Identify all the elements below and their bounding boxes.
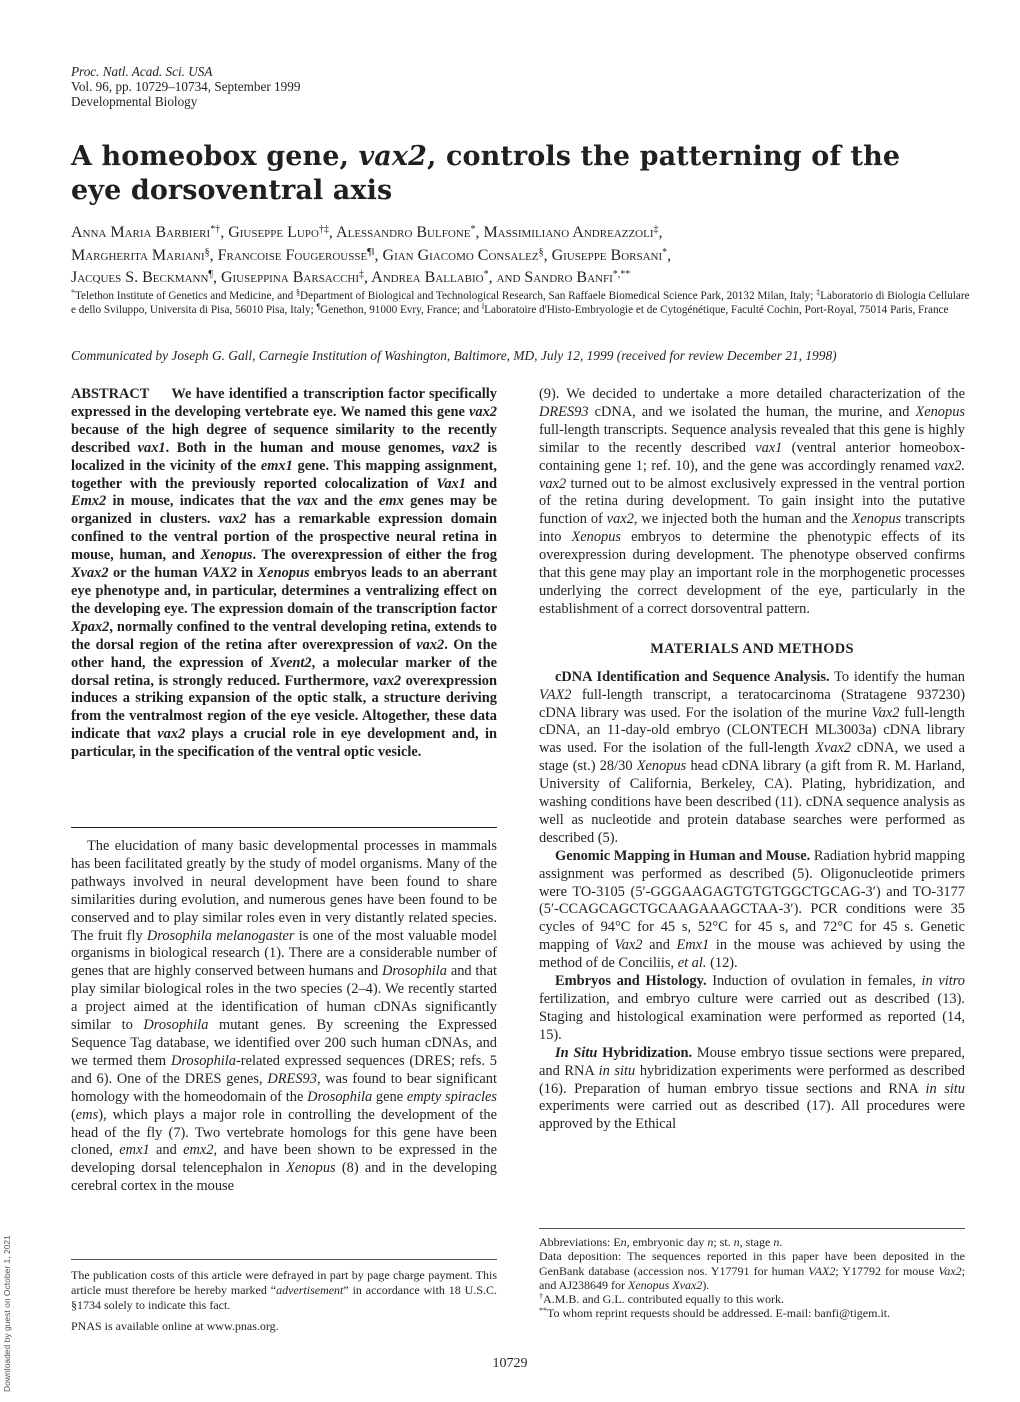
author-affiliation-marks: § — [538, 246, 544, 258]
author-affiliation-marks: ¶ — [208, 269, 213, 280]
abstract-divider — [71, 827, 497, 828]
page-number: 10729 — [492, 1356, 528, 1371]
author-affiliation-marks: *† — [210, 224, 221, 235]
download-watermark: Downloaded by guest on October 1, 2021 — [2, 1235, 12, 1392]
publication-cost-note: The publication costs of this article were defrayed in part by page charge payment. This article must therefore be hereby marked “advertisement” in accordance with 18 U.S.C. §1734 solely to indicate this fact. — [71, 1268, 497, 1312]
introduction — [71, 838, 497, 1196]
intro-continued: (9). We decided to undertake a more detailed characterization of the DRES93 cDNA, and we isolated the human, the murine, and Xenopus full-length transcripts. Sequence analysis revealed that this gene is highly similar to the recently described vax1 (ventral anterior homeobox-containing gene 1; ref. 10), and the gene was accordingly renamed vax2. vax2 turned out to be almost exclusively expressed in the ventral portion of the retina during development. To gain insight into the putative function of vax2, we injected both the human and the Xenopus transcripts into Xenopus embryos to determine the phenotypic effects of its overexpression during development. The phenotype observed confirms that this gene may play an important role in the morphogenetic processes underlying the correct development of the eye, particularly in the establishment of a correct dorsoventral pattern. — [539, 386, 965, 617]
journal-volume: Vol. 96, pp. 10729–10734, September 1999 — [71, 79, 301, 94]
author-name: Alessandro Bulfone — [336, 224, 471, 241]
author-name: Giuseppina Barsacchi — [220, 269, 360, 286]
author-name: Giuseppe Lupo — [228, 224, 319, 241]
right-column — [539, 386, 965, 1134]
abstract: ABSTRACT We have identified a transcription factor specifically expressed in the developing vertebrate eye. We named this gene vax2 because of the high degree of sequence similarity to the recently described vax1. Both in the human and mouse genomes, vax2 is localized in the vicinity of the emx1 gene. This mapping assignment, together with the previously reported colocalization of Vax1 and Emx2 in mouse, indicates that the vax and the emx genes may be organized in clusters. vax2 has a remarkable expression domain confined to the ventral portion of the prospective neural retina in mouse, human, and Xenopus. The overexpression of either the frog Xvax2 or the human VAX2 in Xenopus embryos leads to an aberrant eye phenotype and, in particular, determines a ventralizing effect on the developing eye. The expression domain of the transcription factor Xpax2, normally confined to the ventral developing retina, extends to the dorsal region of the retina after overexpression of vax2. On the other hand, the expression of Xvent2, a molecular marker of the dorsal retina, is strongly reduced. Furthermore, vax2 overexpression induces a striking expansion of the optic stalk, a structure deriving from the ventralmost region of the eye vesicle. Altogether, these data indicate that vax2 plays a crucial role in eye development and, in particular, in the specification of the ventral optic vesicle. — [71, 386, 498, 761]
affiliations: *Telethon Institute of Genetics and Medicine, and §Department of Biological and Technological Research, San Raffaele Biomedical Science Park, 20132 Milan, Italy; ‡Laboratorio di Biologia Cellulare e dello Sviluppo, Universita di Pisa, 56010 Pisa, Italy; ¶Genethon, 91000 Evry, France; and ‖Laboratoire d'Histo-Embryologie et de Cytogénétique, Faculté Cochin, Port-Royal, 75014 Paris, France — [71, 288, 970, 317]
journal-section: Developmental Biology — [71, 94, 198, 109]
author-name: Gian Giacomo Consalez — [382, 246, 539, 264]
intro-paragraph: The elucidation of many basic developmental processes in mammals has been facilitated greatly by the study of model organisms. Many of the pathways involved in neural development have been found to share similarities during evolution, and numerous genes have been found to be conserved and to play similar roles even in very distantly related species. The fruit fly Drosophila melanogaster is one of the most valuable model organisms in biological research (1). There are a considerable number of genes that are highly conserved between humans and Drosophila and that play similar biological roles in the two species (2–4). We recently started a project aimed at the identification of human cDNAs significantly similar to Drosophila mutant genes. By screening the Expressed Sequence Tag database, we identified over 200 such human cDNAs, and we termed them Drosophila-related expressed sequences (DRES; refs. 5 and 6). One of the DRES genes, DRES93, was found to bear significant homology with the homeodomain of the Drosophila gene empty spiracles (ems), which plays a major role in controlling the development of the head of the fly (7). Two vertebrate homologs for this gene have been cloned, emx1 and emx2, and have been shown to be expressed in the developing dorsal telencephalon in Xenopus (8) and in the developing cerebral cortex in the mouse — [71, 838, 498, 1195]
author-affiliation-marks: ‡ — [359, 269, 365, 280]
author-affiliation-marks: †‡ — [318, 224, 329, 235]
paper-title: A homeobox gene, vax2, controls the patterning of the eye dorsoventral axis — [71, 141, 901, 206]
footnote-divider-right — [539, 1228, 965, 1229]
author-name: Andrea Ballabio — [371, 269, 484, 286]
section-heading-methods: MATERIALS AND METHODS — [650, 640, 854, 657]
author-affiliation-marks: ¶‖ — [367, 246, 375, 258]
equal-contribution-note: †A.M.B. and G.L. contributed equally to this work. — [539, 1292, 784, 1307]
author-affiliation-marks: § — [204, 246, 210, 258]
abstract-label: ABSTRACT — [71, 386, 150, 402]
journal-name: Proc. Natl. Acad. Sci. USA — [71, 64, 213, 79]
title-gene: vax2 — [358, 141, 427, 172]
author-name: Anna Maria Barbieri — [71, 224, 211, 241]
footnotes-right — [539, 1235, 965, 1321]
author-list: Anna Maria Barbieri*†, Giuseppe Lupo†‡, Alessandro Bulfone*, Massimiliano Andreazzoli‡, Margherita Mariani§, Francoise Fougerousse¶‖, Gian Giacomo Consalez§, Giuseppe Borsani*, Jacques S. Beckmann¶, Giuseppina Barsacchi‡, Andrea Ballabio*, and Sandro Banfi*,** — [71, 224, 672, 286]
author-name: Francoise Fougerousse — [217, 246, 368, 264]
methods-embryos: Embryos and Histology. Induction of ovulation in females, in vitro fertilization, and embryo culture were carried out as described (13). Staging and histological examination were performed as reported (14, 15). — [539, 973, 965, 1043]
reprint-note: **To whom reprint requests should be addressed. E-mail: banfi@tigem.it. — [539, 1306, 891, 1321]
author-name: Giuseppe Borsani — [551, 246, 663, 264]
online-note: PNAS is available online at www.pnas.org. — [71, 1319, 279, 1333]
author-name: Jacques S. Beckmann — [71, 269, 209, 286]
left-column — [71, 386, 497, 762]
author-affiliation-marks: * — [662, 246, 668, 258]
abbreviations-note: Abbreviations: En, embryonic day n; st. n, stage n. — [539, 1235, 783, 1249]
journal-header — [71, 64, 300, 109]
data-deposition-note: Data deposition: The sequences reported in this paper have been deposited in the GenBank database (accession nos. Y17791 for human VAX2; Y17792 for mouse Vax2; and AJ238649 for Xenopus Xvax2). — [539, 1249, 965, 1292]
author-name: Sandro Banfi — [524, 269, 613, 286]
author-name: Margherita Mariani — [71, 246, 205, 264]
footnote-divider-left — [71, 1259, 497, 1260]
author-affiliation-marks: *,** — [612, 269, 631, 280]
footnotes-left — [71, 1268, 497, 1334]
author-affiliation-marks: * — [483, 269, 489, 280]
methods-insitu: In Situ Hybridization. Mouse embryo tissue sections were prepared, and RNA in situ hybridization experiments were performed as described (16). Preparation of human embryo tissue sections and RNA in situ experiments were carried out as described (17). All procedures were approved by the Ethical — [539, 1044, 966, 1133]
author-name: Massimiliano Andreazzoli — [483, 224, 654, 241]
communicated-line: Communicated by Joseph G. Gall, Carnegie Institution of Washington, Baltimore, MD, July 12, 1999 (received for review December 21, 1998) — [71, 348, 837, 363]
methods-mapping: Genomic Mapping in Human and Mouse. Radiation hybrid mapping assignment was performed as described (5). Oligonucleotide primers were TO-3105 (5′-GGGAAGAGTGTGTGGCTGCAG-3′) and TO-3177 (5′-CCAGCAGCTGCAAGAAAGCTAA-3′). PCR conditions were 35 cycles of 94°C for 45 s, 52°C for 45 s, and 72°C for 45 s. Genetic mapping of Vax2 and Emx1 in the mouse was achieved by using the method of de Conciliis, et al. (12). — [539, 847, 966, 972]
methods-cdna: cDNA Identification and Sequence Analysis. To identify the human VAX2 full-length transcript, a teratocarcinoma (Stratagene 937230) cDNA library was used. For the isolation of the murine Vax2 full-length cDNA, an 11-day-old embryo (CLONTECH ML3003a) cDNA library was used. For the isolation of the full-length Xvax2 cDNA, we used a stage (st.) 28/30 Xenopus head cDNA library (a gift from R. M. Harland, University of California, Berkeley, CA). Plating, hybridization, and washing conditions have been described (11). cDNA sequence analysis as well as nucleotide and protein database searches were performed as described (5). — [539, 668, 966, 846]
author-affiliation-marks: * — [470, 224, 476, 235]
author-affiliation-marks: ‡ — [653, 224, 659, 235]
